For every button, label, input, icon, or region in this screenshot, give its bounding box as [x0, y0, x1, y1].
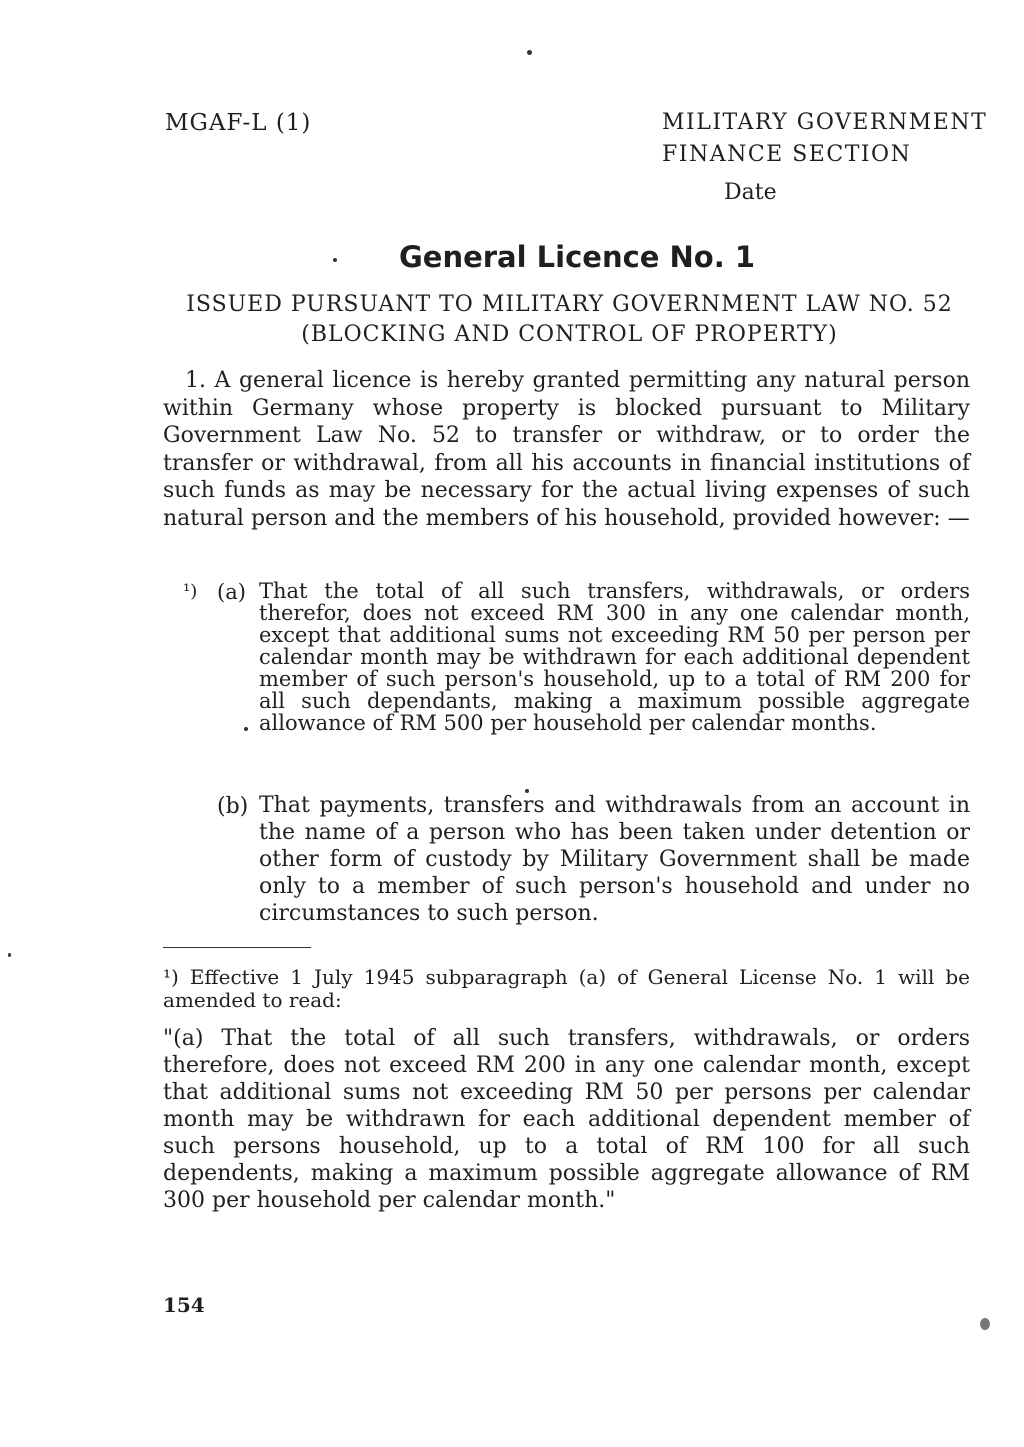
- scan-speck: [8, 953, 11, 957]
- agency-line-2: FINANCE SECTION: [662, 142, 912, 167]
- footnote-divider: [163, 947, 311, 948]
- agency-line-1: MILITARY GOVERNMENT: [662, 110, 988, 135]
- footnote-quote: "(a) That the total of all such transfers, withdrawals, or orders therefore, does not exceed RM 200 in any one calendar month, except that additional sums not exceeding RM 50 per persons per calendar month may be withdrawn for each additional dependent member of such persons household, up to a total of RM 100 for all such dependents, making a maximum possible aggregate allowance of RM 300 per household per calendar month.": [163, 1026, 970, 1213]
- scan-speck: [333, 258, 337, 262]
- subtitle-line-2: (BLOCKING AND CONTROL OF PROPERTY): [301, 322, 838, 347]
- scan-speck: [525, 789, 529, 793]
- paragraph-1: 1. A general licence is hereby granted permitting any natural person within Germany whose property is blocked pursuant to Military Government Law No. 52 to transfer or withdraw, or to order the transfer or withdrawal, from all his accounts in financial institutions of such funds as may be necessary for the actual living expenses of such natural person and the members of his household, provided however: —: [163, 368, 970, 531]
- scan-speck: [527, 50, 532, 55]
- subparagraph-b-label: (b): [217, 794, 249, 819]
- date-label: Date: [724, 180, 777, 205]
- document-title: General Licence No. 1: [398, 240, 756, 274]
- subtitle-line-1: ISSUED PURSUANT TO MILITARY GOVERNMENT LAW NO. 52: [186, 292, 953, 317]
- subparagraph-b-text: That payments, transfers and withdrawals from an account in the name of a person who has been taken under detention or other form of custody by Military Government shall be made only to a member of such person's household and under no circumstances to such person.: [259, 793, 970, 926]
- subparagraph-a-label: (a): [217, 580, 246, 604]
- scan-speck: [244, 727, 248, 731]
- form-code: MGAF-L (1): [165, 110, 312, 136]
- scan-speck: [980, 1318, 990, 1330]
- footnote-intro: ¹) Effective 1 July 1945 subparagraph (a) of General License No. 1 will be amended to read:: [163, 965, 970, 1012]
- footnote-reference-marker: ¹): [183, 581, 198, 602]
- page-number: 154: [163, 1293, 205, 1317]
- subparagraph-a-text: That the total of all such transfers, withdrawals, or orders therefor, does not exceed RM 300 in any one calendar month, except that additional sums not exceeding RM 50 per person per calendar month may be withdrawn for each additional dependent member of such person's household, up to a total of RM 200 for all such dependants, making a maximum possible aggregate allowance of RM 500 per household per calendar months.: [259, 579, 970, 735]
